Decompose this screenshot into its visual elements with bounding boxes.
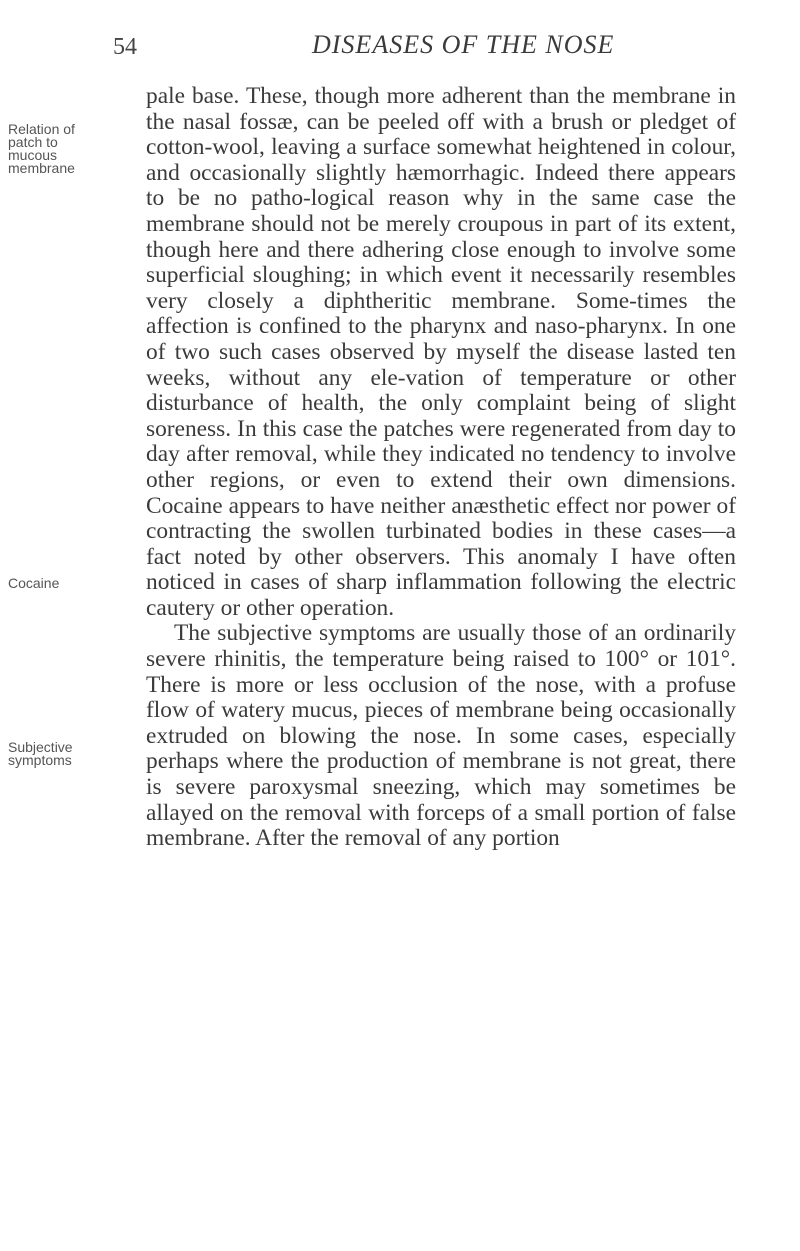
running-title: DISEASES OF THE NOSE	[312, 30, 615, 59]
margin-note-relation	[8, 123, 75, 175]
margin-note-line: mucous	[8, 147, 58, 163]
running-head	[0, 28, 800, 72]
margin-note-line: patch to	[8, 134, 58, 150]
paragraph-1: pale base. These, though more adherent than the membrane in the nasal fossæ, can be peeled off with a brush or pledget of cotton-wool, leaving a surface somewhat heightened in colour, and occasionally slightly hæmorrhagic. Indeed there appears to be no patho-logical reason why in the same case the membrane should not be merely croupous in part of its extent, though here and there adhering close enough to involve some superficial sloughing; in which event it necessarily resembles very closely a diphtheritic membrane. Some-times the affection is confined to the pharynx and naso-pharynx. In one of two such cases observed by myself the disease lasted ten weeks, without any ele-vation of temperature or other disturbance of health, the only complaint being of slight soreness. In this case the patches were regenerated from day to day after removal, while they indicated no tendency to involve other regions, or even to extend their own dimensions. Cocaine appears to have neither anæsthetic effect nor power of contracting the swollen turbinated bodies in these cases—a fact noted by other observers. This anomaly I have often noticed in cases of sharp inflammation following the electric cautery or other operation.	[146, 83, 736, 621]
margin-note-line: Subjective	[8, 739, 73, 755]
margin-note-line: membrane	[8, 160, 75, 176]
margin-note-line: Relation of	[8, 121, 75, 137]
body-text	[146, 84, 736, 852]
page-number: 54	[113, 34, 137, 60]
paragraph-2: The subjective symptoms are usually those of an ordinarily severe rhinitis, the temperature being raised to 100° or 101°. There is more or less occlusion of the nose, with a profuse flow of watery mucus, pieces of membrane being occasionally extruded on blowing the nose. In some cases, especially perhaps where the production of membrane is not great, there is severe paroxysmal sneezing, which may sometimes be allayed on the removal with forceps of a small portion of false membrane. After the removal of any portion	[146, 620, 736, 852]
margin-note-subjective	[8, 741, 73, 767]
margin-note-line: symptoms	[8, 752, 72, 768]
margin-note-line: Cocaine	[8, 575, 60, 591]
margin-note-cocaine	[8, 577, 59, 590]
